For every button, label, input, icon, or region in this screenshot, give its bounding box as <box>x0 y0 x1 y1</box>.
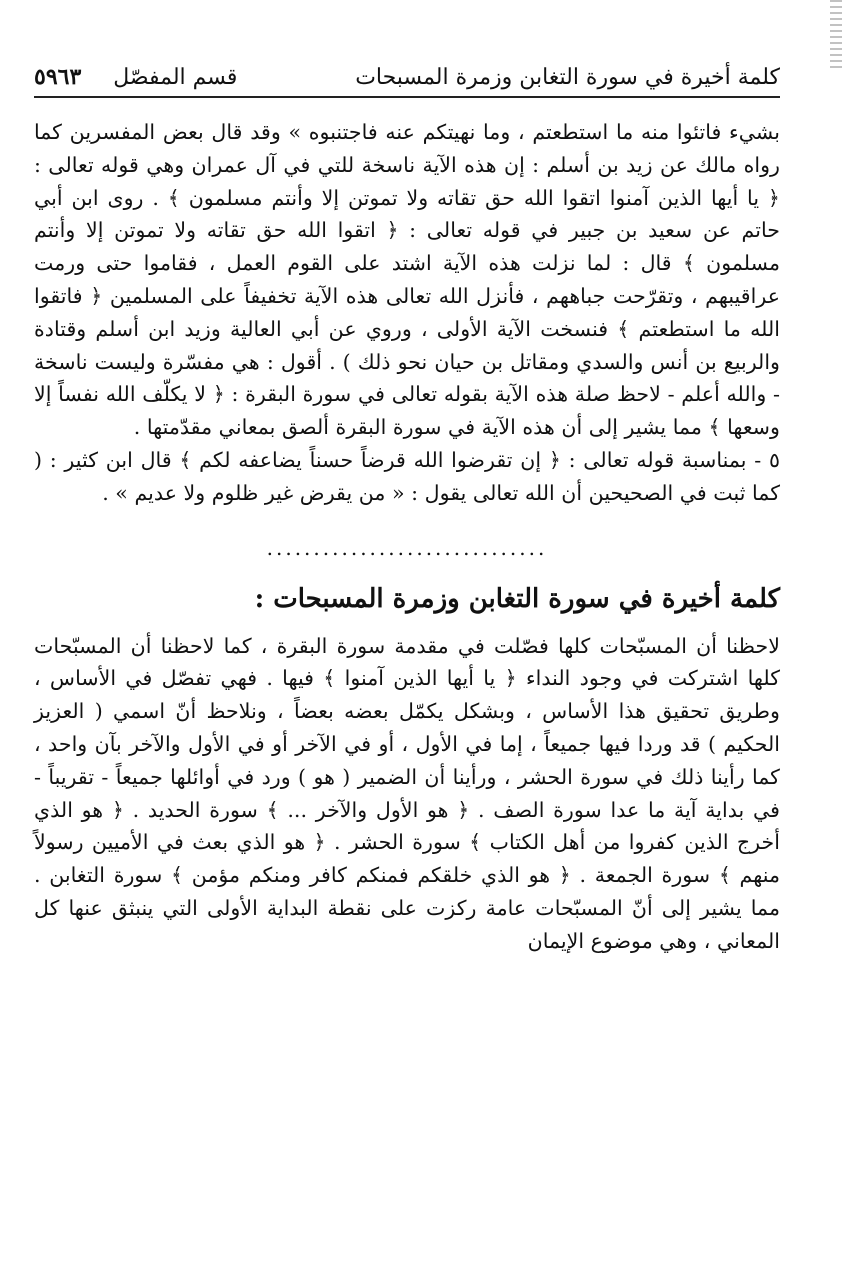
running-title: كلمة أخيرة في سورة التغابن وزمرة المسبحات <box>355 64 780 90</box>
section-label: قسم المفصّل <box>113 64 238 90</box>
page-content <box>34 116 780 958</box>
page-info <box>34 64 237 90</box>
scan-edge-mark <box>830 0 842 70</box>
page-number: ٥٩٦٣ <box>34 64 82 90</box>
section-divider: .............................. <box>266 535 548 560</box>
numbered-paragraph: ٥ - بمناسبة قوله تعالى : ﴿ إن تقرضوا الله قرضاً حسناً يضاعفه لكم ﴾ قال ابن كثير : ( كما ثبت في الصحيحين أن الله تعالى يقول : « من يقرض غير ظلوم ولا عديم » . <box>34 447 780 505</box>
page-header <box>34 58 780 98</box>
book-page <box>34 58 780 1258</box>
section-body: لاحظنا أن المسبّحات كلها فصّلت في مقدمة سورة البقرة ، كما لاحظنا أن المسبّحات كلها اشتركت في وجود النداء ﴿ يا أيها الذين آمنوا ﴾ فيها . فهي تفصّل في الأساس ، وطريق تحقيق هذا الأساس ، وبشكل يكمّل بعضه بعضاً ، ونلاحظ أنّ اسمي ( العزيز الحكيم ) قد وردا فيها جميعاً ، إما في الأول ، أو في الآخر أو في الأول والآخر بآن واحد ، كما رأينا ذلك في سورة الحشر ، ورأينا أن الضمير ( هو ) ورد في أوائلها جميعاً - تقريباً - في بداية آية ما عدا سورة الصف . ﴿ هو الأول والآخر ... ﴾ سورة الحديد . ﴿ هو الذي أخرج الذين كفروا من أهل الكتاب ﴾ سورة الحشر . ﴿ هو الذي بعث في الأميين رسولاً منهم ﴾ سورة الجمعة . ﴿ هو الذي خلقكم فمنكم كافر ومنكم مؤمن ﴾ سورة التغابن . مما يشير إلى أنّ المسبّحات عامة ركزت على نقطة البداية الأولى التي ينبثق عنها كل المعاني ، وهي موضوع الإيمان <box>34 633 780 953</box>
commentary-paragraph: بشيء فاتئوا منه ما استطعتم ، وما نهيتكم عنه فاجتنبوه » وقد قال بعض المفسرين كما رواه مالك عن زيد بن أسلم : إن هذه الآية ناسخة للتي في آل عمران وهي قوله تعالى : ﴿ يا أيها الذين آمنوا اتقوا الله حق تقاته ولا تموتن إلا وأنتم مسلمون ﴾ . روى ابن أبي حاتم عن سعيد بن جبير في قوله تعالى : ﴿ اتقوا الله حق تقاته ولا تموتن إلا وأنتم مسلمون ﴾ قال : لما نزلت هذه الآية اشتد على القوم العمل ، فقاموا حتى ورمت عراقيبهم ، وتقرّحت جباههم ، فأنزل الله تعالى هذه الآية تخفيفاً على المسلمين ﴿ فاتقوا الله ما استطعتم ﴾ فنسخت الآية الأولى ، وروي عن أبي العالية وزيد ابن أسلم وقتادة والربيع بن أنس والسدي ومقاتل بن حيان نحو ذلك ) . أقول : هي مفسّرة وليست ناسخة - والله أعلم - لاحظ صلة هذه الآية بقوله تعالى في سورة البقرة : ﴿ لا يكلّف الله نفساً إلا وسعها ﴾ مما يشير إلى أن هذه الآية في سورة البقرة ألصق بمعاني مقدّمتها . <box>34 120 780 440</box>
section-heading: كلمة أخيرة في سورة التغابن وزمرة المسبحات : <box>254 583 780 614</box>
